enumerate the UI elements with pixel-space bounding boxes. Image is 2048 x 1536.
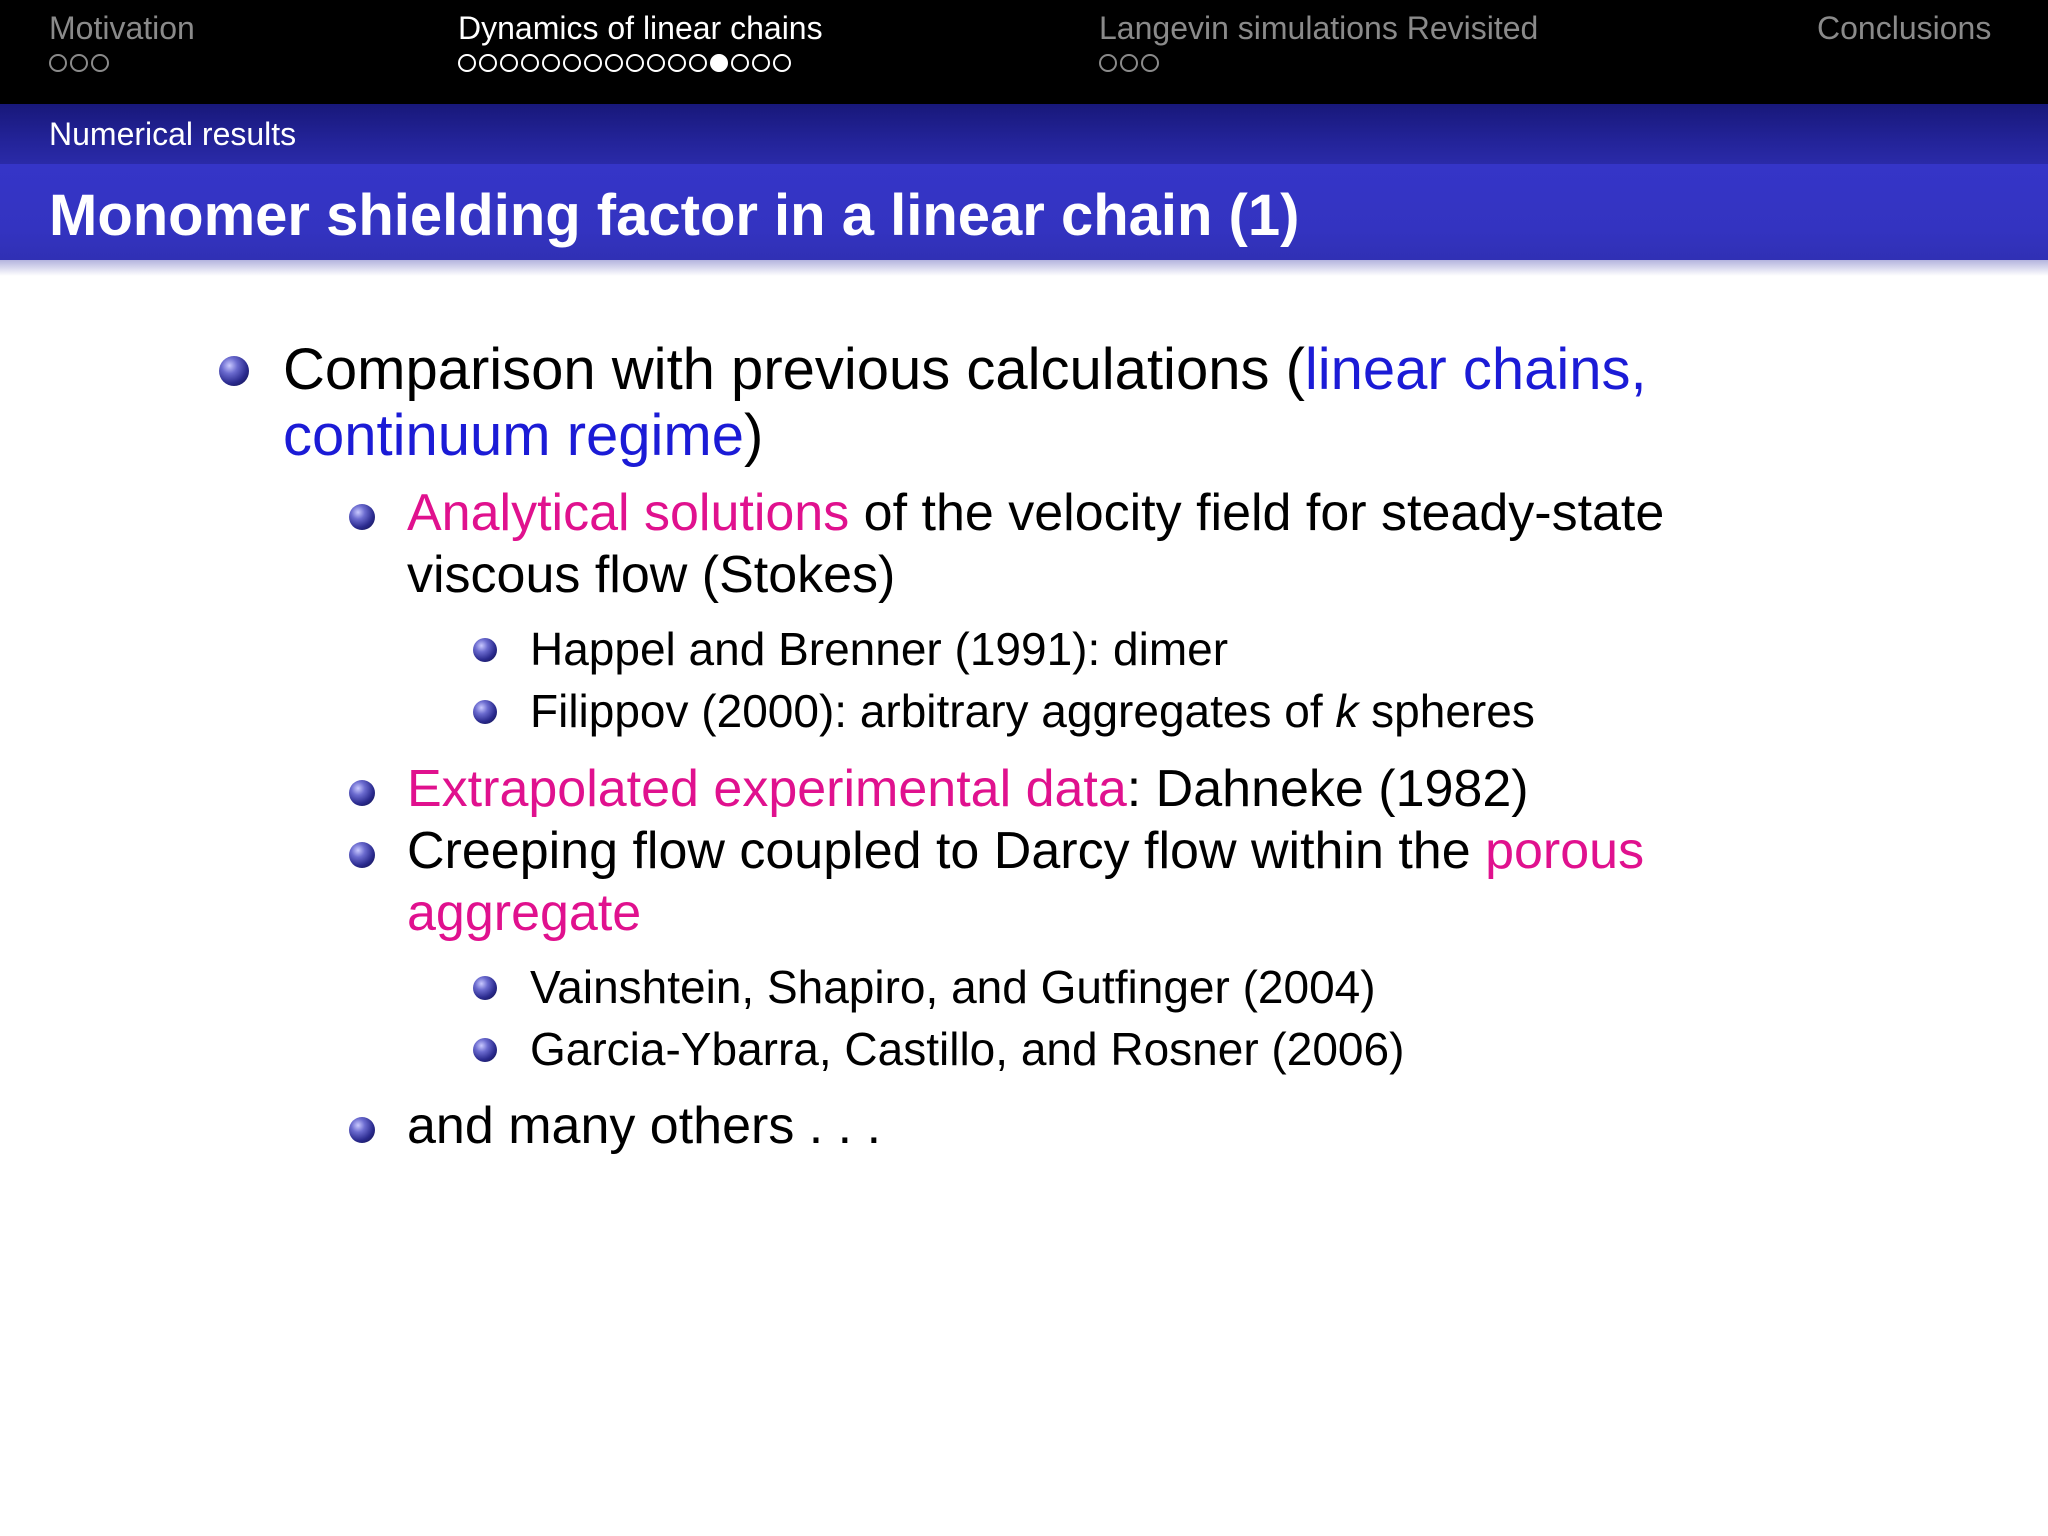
text-span: Filippov (2000): arbitrary aggregates of [530, 685, 1336, 737]
subsection-title: Numerical results [49, 116, 297, 152]
bullet-item-vainshtein: Vainshtein, Shapiro, and Gutfinger (2004) [530, 961, 1376, 1013]
highlight-continuum-regime: continuum regime [283, 403, 744, 468]
bullet-item-comparison-line1 [283, 337, 1647, 403]
text-span: of the velocity field for steady-state [849, 484, 1665, 542]
bullet-item-extrapolated [407, 758, 1529, 820]
bullet-level3-icon [473, 638, 497, 662]
bullet-level2-icon [349, 504, 375, 530]
nav-section-label[interactable]: Conclusions [1817, 10, 1992, 46]
bullet-level2-icon [349, 780, 375, 806]
bullet-item-creeping-flow-line2 [407, 882, 641, 944]
bullet-item-garcia-ybarra: Garcia-Ybarra, Castillo, and Rosner (2006) [530, 1023, 1405, 1075]
bullet-level3-icon [473, 1038, 497, 1062]
bullet-item-creeping-flow-line1 [407, 820, 1644, 882]
bullet-item-filippov [530, 682, 1535, 740]
highlight-extrapolated-data: Extrapolated experimental data [407, 760, 1127, 818]
nav-section-label[interactable]: Motivation [49, 10, 195, 46]
bullet-item-analytical-line2: viscous flow (Stokes) [407, 546, 896, 604]
frame-title: Monomer shielding factor in a linear chain (1) [49, 183, 1300, 248]
highlight-aggregate: aggregate [407, 884, 642, 942]
highlight-linear-chains: linear chains, [1304, 337, 1647, 402]
variable-k: k [1335, 685, 1359, 737]
nav-section-label[interactable]: Dynamics of linear chains [458, 10, 823, 46]
bullet-item-many-others: and many others . . . [407, 1097, 882, 1155]
bullet-item-comparison-line2 [283, 403, 763, 469]
nav-section-label[interactable]: Langevin simulations Revisited [1099, 10, 1539, 46]
bullet-level2-icon [349, 1117, 375, 1143]
text-span: spheres [1358, 685, 1535, 737]
text-span: : Dahneke (1982) [1126, 760, 1529, 818]
text-span: Creeping flow coupled to Darcy flow within the [407, 822, 1486, 880]
highlight-analytical-solutions: Analytical solutions [407, 484, 850, 542]
text-span: ) [744, 403, 764, 468]
bullet-item-analytical-line1 [407, 482, 1664, 544]
bullet-level1-icon [219, 356, 249, 386]
highlight-porous: porous [1485, 822, 1645, 880]
text-span: Comparison with previous calculations ( [283, 337, 1305, 402]
bullet-level3-icon [473, 700, 497, 724]
bullet-item-happel-brenner: Happel and Brenner (1991): dimer [530, 623, 1229, 675]
bullet-level2-icon [349, 842, 375, 868]
bullet-level3-icon [473, 976, 497, 1000]
